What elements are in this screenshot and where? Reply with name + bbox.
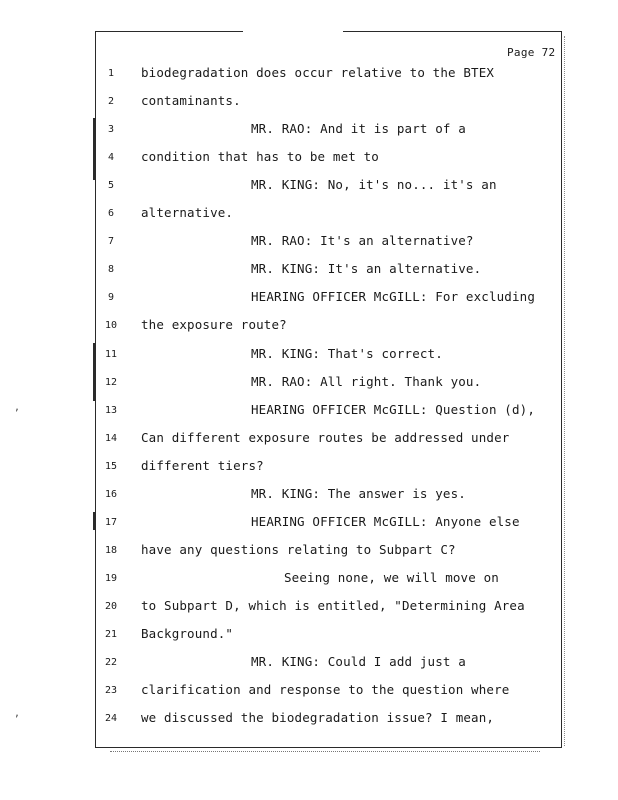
line-text: Background." (141, 626, 234, 641)
transcript-line (0, 682, 618, 702)
line-text: condition that has to be met to (141, 149, 379, 165)
line-number: 8 (107, 264, 115, 276)
transcript-line (0, 486, 618, 506)
transcript-line (0, 149, 618, 169)
transcript-line (0, 374, 618, 394)
transcript-line (0, 65, 618, 85)
left-edge-mark: ‚ (14, 402, 21, 413)
line-text: contaminants. (141, 93, 241, 109)
line-number: 10 (104, 320, 118, 332)
transcript-line (0, 626, 618, 646)
line-number: 2 (107, 96, 115, 108)
transcript-line (0, 233, 618, 253)
line-number: 7 (107, 236, 115, 248)
transcript-line (0, 121, 618, 141)
line-number: 9 (107, 292, 115, 304)
line-text: clarification and response to the question where (141, 682, 510, 698)
line-number: 22 (104, 657, 118, 669)
line-number: 17 (104, 516, 118, 528)
line-text: biodegradation does occur relative to the BTEX (141, 65, 495, 80)
line-text: HEARING OFFICER McGILL: For excluding (251, 289, 535, 305)
line-text: MR. RAO: And it is part of a (251, 121, 466, 137)
transcript-line (0, 317, 618, 337)
line-text: Seeing none, we will move on (284, 569, 499, 585)
transcript-line (0, 289, 618, 309)
line-text: HEARING OFFICER McGILL: Question (d), (251, 401, 535, 417)
transcript-line (0, 542, 618, 562)
transcript-line (0, 205, 618, 225)
transcript-line (0, 654, 618, 674)
transcript-line (0, 710, 618, 730)
line-number: 18 (104, 544, 118, 556)
transcript-line (0, 93, 618, 113)
line-number: 21 (104, 629, 118, 640)
line-text: MR. RAO: It's an alternative? (251, 233, 474, 249)
line-number: 5 (107, 180, 115, 192)
line-text: HEARING OFFICER McGILL: Anyone else (251, 513, 520, 529)
line-number: 12 (104, 376, 118, 388)
line-number: 15 (104, 460, 118, 472)
scan-bottom-noise (110, 751, 540, 753)
line-number: 3 (107, 124, 115, 136)
transcript-line (0, 514, 618, 534)
transcript-line (0, 430, 618, 450)
transcript-line (0, 402, 618, 422)
line-number: 14 (104, 432, 118, 444)
line-text: MR. RAO: All right. Thank you. (251, 373, 482, 389)
transcript-line (0, 346, 618, 366)
line-text: have any questions relating to Subpart C? (141, 541, 456, 557)
line-text: the exposure route? (141, 317, 287, 333)
line-text: MR. KING: No, it's no... it's an (251, 177, 497, 193)
transcript-line (0, 570, 618, 590)
line-text: Can different exposure routes be addressed under (141, 429, 510, 445)
line-number: 13 (104, 404, 118, 416)
line-number: 24 (104, 713, 118, 725)
line-text: different tiers? (141, 457, 264, 473)
line-number: 19 (104, 572, 118, 584)
line-number: 20 (104, 600, 118, 612)
transcript-line (0, 177, 618, 197)
frame-top-gap (243, 29, 343, 34)
transcript-line (0, 458, 618, 478)
line-text: we discussed the biodegradation issue? I mean, (141, 710, 495, 726)
line-text: MR. KING: The answer is yes. (251, 485, 466, 501)
line-number: 16 (104, 488, 118, 500)
line-text: alternative. (141, 205, 234, 221)
line-number: 11 (104, 348, 118, 360)
line-number: 1 (107, 68, 115, 79)
transcript-line (0, 261, 618, 281)
line-number: 23 (104, 685, 118, 697)
line-number: 6 (107, 208, 115, 220)
page-number: Page 72 (507, 46, 556, 59)
transcript-line (0, 598, 618, 618)
line-text: MR. KING: Could I add just a (251, 654, 466, 670)
line-text: MR. KING: It's an alternative. (251, 261, 482, 277)
line-text: MR. KING: That's correct. (251, 345, 443, 361)
line-text: to Subpart D, which is entitled, "Determining Area (141, 597, 525, 613)
left-edge-mark-bottom: ‚ (14, 708, 21, 719)
line-number: 4 (107, 152, 115, 164)
